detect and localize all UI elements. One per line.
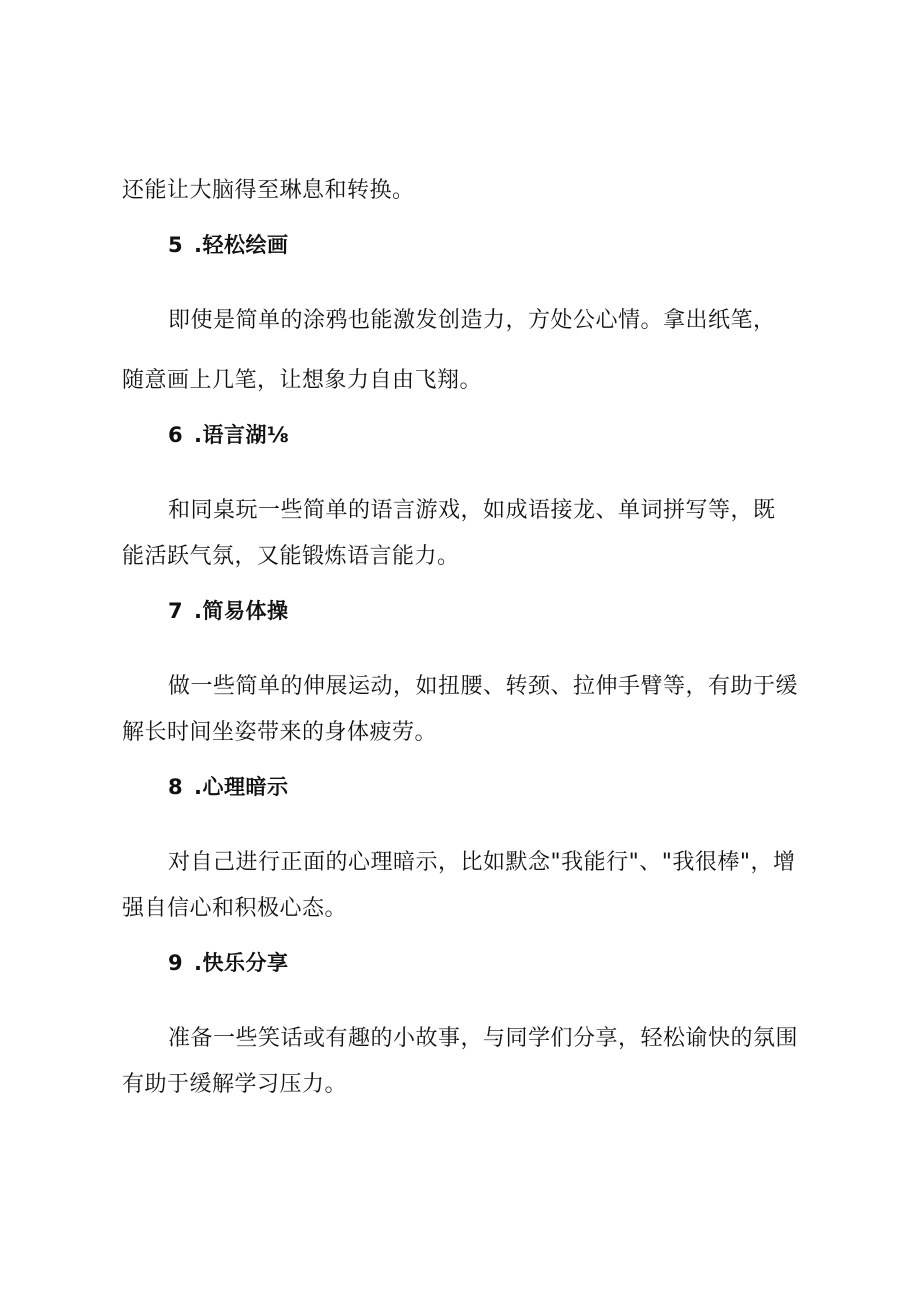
section-heading-9	[168, 948, 288, 978]
section-heading-5	[168, 230, 288, 260]
section-title: .轻松绘画	[194, 233, 289, 257]
paragraph-line: 有助于缓解学习压力。	[122, 1072, 348, 1097]
paragraph-line: 能活跃气氛，又能锻炼语言能力。	[122, 544, 460, 569]
paragraph-line: 做一些简单的伸展运动，如扭腰、转颈、拉伸手臂等，有助于缓	[168, 674, 799, 699]
section-number: 8	[168, 775, 184, 799]
section-title: .心理暗示	[194, 775, 289, 799]
section-heading-7	[168, 596, 288, 626]
paragraph-line: 即使是简单的涂鸦也能激发创造力，方处公心情。拿出纸笔，	[168, 308, 776, 333]
paragraph-line: 准备一些笑话或有趣的小故事，与同学们分享，轻松谕快的氛围	[168, 1026, 799, 1051]
section-number: 6	[168, 423, 184, 447]
section-number: 9	[168, 951, 184, 975]
paragraph-line: 随意画上几笔，让想象力自由飞翔。	[122, 368, 483, 393]
section-number: 5	[168, 233, 184, 257]
section-number: 7	[168, 599, 184, 623]
section-heading-6	[168, 420, 289, 450]
section-title: .快乐分享	[194, 951, 289, 975]
section-heading-8	[168, 772, 288, 802]
paragraph-line: 解长时间坐姿带来的身体疲劳。	[122, 720, 438, 745]
section-title: .语言湖⅛	[194, 423, 290, 447]
paragraph-line: 和同桌玩一些简单的语言游戏，如成语接龙、单词拼写等，既	[168, 498, 776, 523]
paragraph-line: 强自信心和积极心态。	[122, 896, 348, 921]
section-title: .简易体操	[194, 599, 289, 623]
paragraph-line: 还能让大脑得至琳息和转换。	[122, 178, 415, 203]
paragraph-line: 对自己进行正面的心理暗示，比如默念"我能行"、"我很棒"，增	[168, 850, 796, 875]
